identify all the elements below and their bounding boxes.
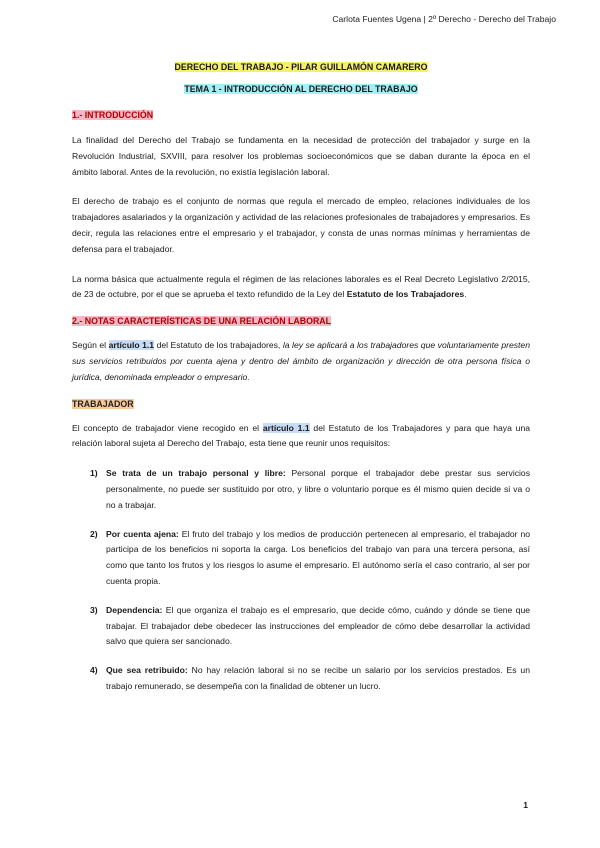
notas-paragraph-b: del Estatuto de los trabajadores, — [154, 340, 283, 351]
requisito-text: El que organiza el trabajo es el empresario, que decide cómo, cuándo y dónde se tiene que trabajar. El trabajador debe obedecer las instrucciones del empleador de cómo debe desarrollar la actividad salvo que quiera ser sancionado. — [106, 604, 530, 647]
subheading-trabajador-text: TRABAJADOR — [72, 398, 134, 409]
document-body — [72, 62, 530, 695]
requisito-text: El fruto del trabajo y los medios de producción pertenecen al empresario, el trabajador no participa de los beneficios ni soporta la carga. Los beneficios del trabajo van para una tercera persona, así como que tanto los frutos y los riesgos lo asume el empresario. El autónomo sería el caso contrario, al ser por cuenta propia. — [106, 528, 530, 586]
requisito-number: 3) — [90, 604, 98, 615]
section-heading-introduccion — [72, 110, 530, 120]
requisitos-list — [72, 466, 530, 695]
intro-paragraph-1: La finalidad del Derecho del Trabajo se fundamenta en la necesidad de protección del trabajador y surge en la Revolución Industrial, SXVIII, para resolver los problemas socioeconómicos que se daban durante la época en el ámbito laboral. Antes de la revolución, no existía legislación laboral. — [72, 135, 530, 177]
trabajador-paragraph-a: El concepto de trabajador viene recogido en el — [72, 422, 263, 433]
requisito-title: Dependencia: — [106, 604, 163, 615]
requisito-title: Por cuenta ajena: — [106, 528, 179, 539]
articulo-reference: artículo 1.1 — [262, 422, 310, 433]
notas-paragraph-italic: la ley se aplicará a los trabajadores que voluntariamente presten sus servicios retribuidos por cuenta ajena y dentro del ámbito de organización y dirección de otra persona física o jurídica, denominada empleador o empresario. — [72, 340, 530, 382]
intro-paragraph-3-c: . — [464, 289, 467, 300]
document-title-text: DERECHO DEL TRABAJO - PILAR GUILLAMÓN CAMARERO — [174, 62, 428, 72]
document-title — [72, 62, 530, 72]
trabajador-paragraph — [72, 421, 530, 453]
requisito-item — [72, 527, 530, 590]
notas-paragraph — [72, 338, 530, 385]
requisito-item — [72, 663, 530, 695]
intro-paragraph-3-a: La norma básica que actualmente regula el régimen de las relaciones laborales es el Real Decreto Legislativo 2/2015, de 23 de octubre, por el que se aprueba el texto refundido de la Ley del — [72, 273, 530, 300]
requisito-item — [72, 466, 530, 513]
requisito-text: No hay relación laboral si no se recibe un salario por los servicios prestados. Es un trabajo remunerado, se desempeña con la finalidad de obtener un lucro. — [106, 665, 530, 691]
requisito-title: Se trata de un trabajo personal y libre: — [106, 468, 286, 479]
page-number: 1 — [523, 800, 528, 810]
requisito-number: 1) — [90, 468, 98, 479]
requisito-number: 4) — [90, 665, 98, 676]
articulo-reference: artículo 1.1 — [108, 340, 155, 351]
notas-paragraph-a: Según el — [72, 340, 109, 351]
estatuto-bold: Estatuto de los Trabajadores — [346, 289, 465, 300]
requisito-item — [72, 603, 530, 650]
section-heading-notas-text: 2.- NOTAS CARACTERÍSTICAS DE UNA RELACIÓN LABORAL — [72, 316, 332, 327]
section-heading-introduccion-text: 1.- INTRODUCCIÓN — [72, 110, 154, 120]
trabajador-paragraph-b: del Estatuto de los Trabajadores y para que haya una relación laboral sujeta al Derecho del Trabajo, esta tiene que reunir unos requisitos: — [72, 422, 531, 449]
requisito-number: 2) — [90, 528, 98, 539]
intro-paragraph-3 — [72, 272, 530, 304]
subheading-trabajador — [72, 399, 530, 409]
requisito-text: Personal porque el trabajador debe prestar sus servicios personalmente, no puede ser sustituido por otro, y libre o voluntario porque es él mismo quien decide si va o no a trabajar. — [106, 468, 531, 510]
tema-title — [72, 84, 530, 94]
section-heading-notas — [72, 316, 530, 326]
tema-title-text: TEMA 1 - INTRODUCCIÓN AL DERECHO DEL TRABAJO — [184, 84, 418, 94]
intro-paragraph-2: El derecho de trabajo es el conjunto de normas que regula el mercado de empleo, relaciones individuales de los trabajadores asalariados y la organización y actividad de las relaciones profesionales de trabajadores y empresarios. Es decir, regula las relaciones entre el empresario y el trabajador, y consta de unas normas mínimas y herramientas de defensa para el trabajador. — [72, 196, 530, 254]
requisito-title: Que sea retribuido: — [106, 665, 188, 676]
page-header: Carlota Fuentes Ugena | 2º Derecho - Derecho del Trabajo — [332, 14, 556, 24]
